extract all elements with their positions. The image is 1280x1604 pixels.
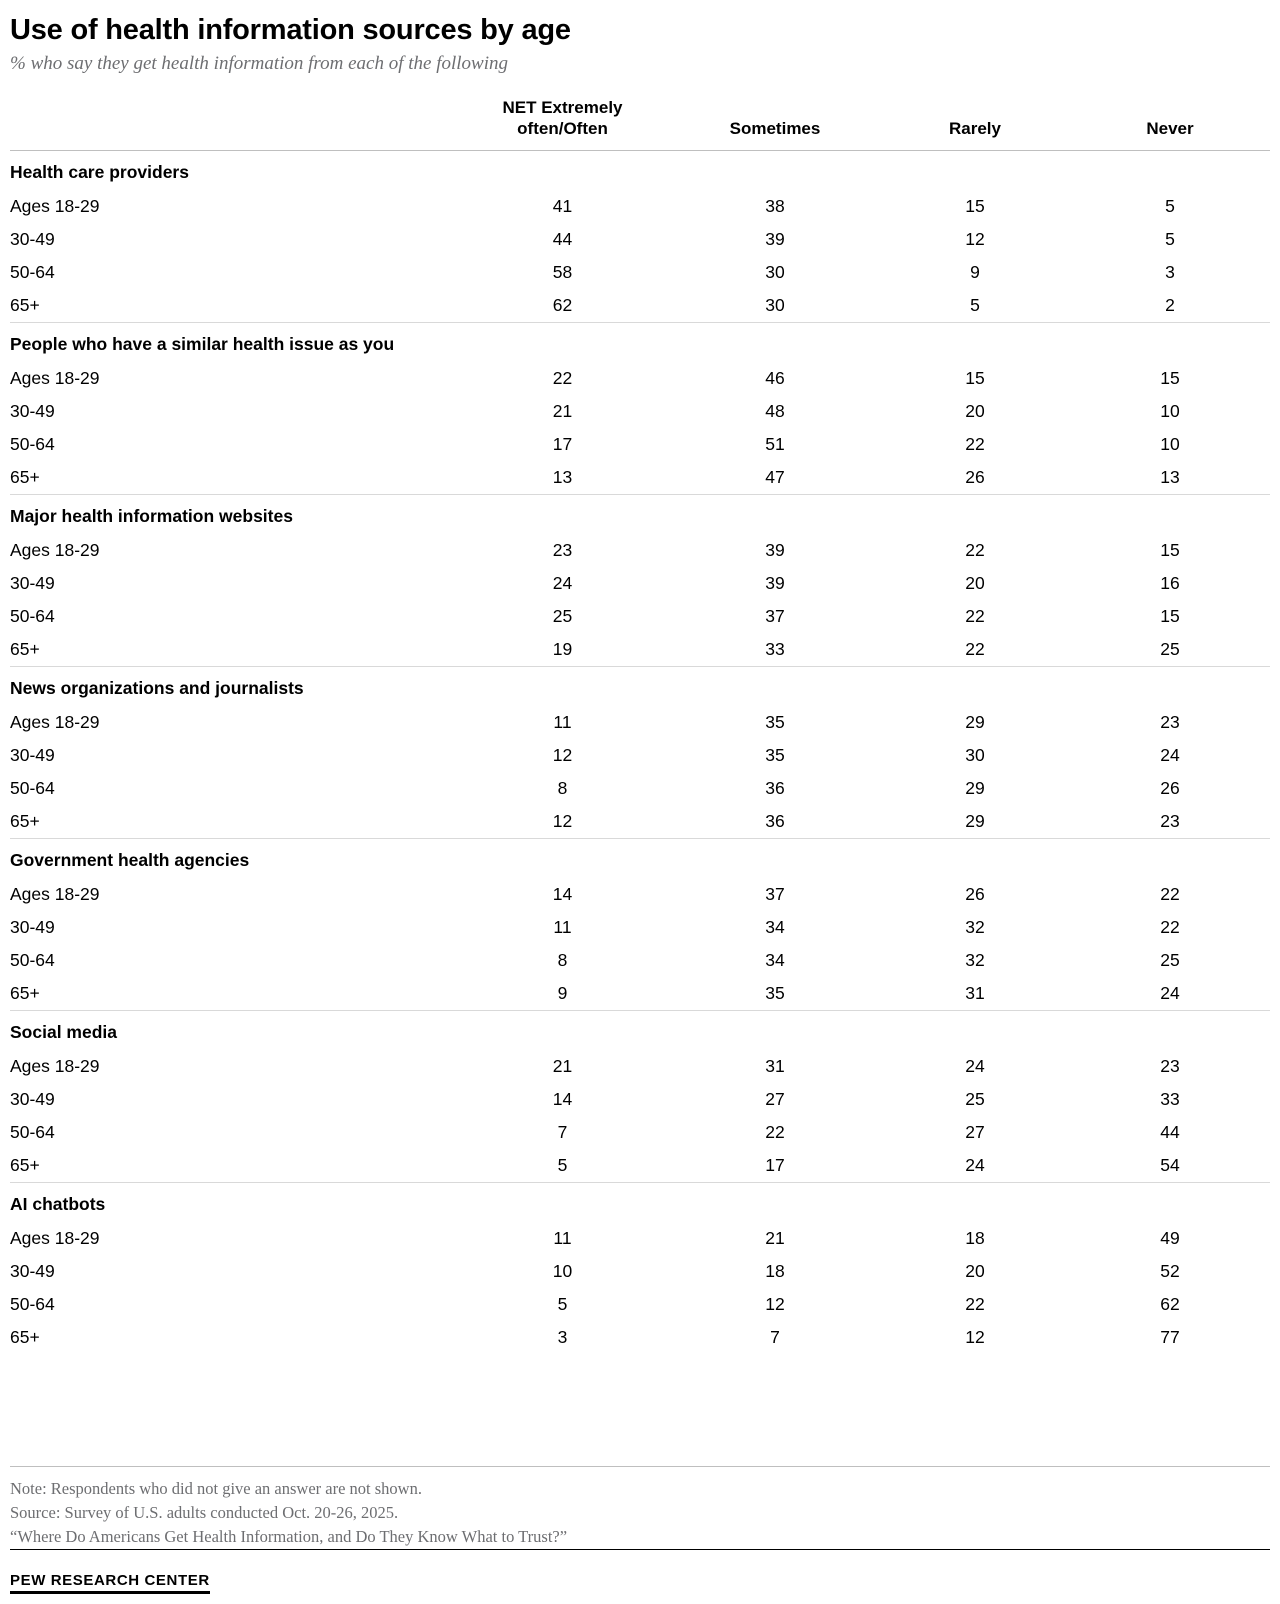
table-row [10, 395, 1270, 428]
column-header-rarely: Rarely [949, 118, 1001, 138]
group-header-row [10, 1010, 1270, 1050]
cell-value: 3 [1165, 261, 1175, 282]
group-header-label: Health care providers [10, 150, 1270, 190]
column-header-net-often-line2: often/Often [517, 118, 608, 138]
cell-value: 39 [765, 228, 785, 249]
group-header-label: Government health agencies [10, 838, 1270, 878]
row-label: 30-49 [10, 572, 55, 593]
cell-value: 23 [552, 539, 573, 560]
cell-value: 14 [552, 883, 573, 904]
cell-value: 54 [1160, 1154, 1180, 1175]
table-row [10, 534, 1270, 567]
cell-value: 29 [965, 777, 985, 798]
cell-value: 26 [965, 466, 985, 487]
row-label: 30-49 [10, 1088, 55, 1109]
row-label: Ages 18-29 [10, 1055, 100, 1076]
cell-value: 18 [765, 1260, 785, 1281]
cell-value: 17 [552, 433, 573, 454]
group-header-label: AI chatbots [10, 1182, 1270, 1222]
row-label: 50-64 [10, 777, 55, 798]
group-header-row [10, 150, 1270, 190]
table-row [10, 911, 1270, 944]
cell-value: 21 [552, 400, 573, 421]
cell-value: 36 [765, 777, 785, 798]
table-row [10, 1050, 1270, 1083]
cell-value: 22 [765, 1121, 785, 1142]
cell-value: 2 [1165, 294, 1175, 315]
footnote-source: Source: Survey of U.S. adults conducted Oct. 20-26, 2025. [10, 1503, 399, 1523]
cell-value: 24 [1160, 982, 1180, 1003]
cell-value: 18 [965, 1227, 985, 1248]
cell-value: 29 [965, 810, 985, 831]
row-label: 30-49 [10, 400, 55, 421]
cell-value: 13 [552, 466, 573, 487]
cell-value: 33 [1160, 1088, 1180, 1109]
cell-value: 27 [965, 1121, 985, 1142]
table-row [10, 706, 1270, 739]
chart-footer [10, 1466, 1270, 1604]
cell-value: 17 [765, 1154, 785, 1175]
cell-value: 48 [765, 400, 785, 421]
group-header-row [10, 666, 1270, 706]
cell-value: 30 [765, 261, 785, 282]
page-subtitle: % who say they get health information from each of the following [10, 53, 508, 75]
cell-value: 9 [557, 982, 568, 1003]
column-header-sometimes: Sometimes [729, 118, 821, 138]
cell-value: 33 [765, 638, 785, 659]
brand-label: PEW RESEARCH CENTER [10, 1572, 210, 1594]
cell-value: 35 [765, 711, 785, 732]
row-label: 50-64 [10, 261, 55, 282]
table-header [10, 98, 1270, 150]
cell-value: 32 [965, 916, 985, 937]
row-label: 65+ [10, 466, 40, 487]
cell-value: 22 [552, 367, 573, 388]
cell-value: 8 [557, 777, 568, 798]
cell-value: 12 [965, 1326, 985, 1347]
row-label: 50-64 [10, 605, 55, 626]
cell-value: 41 [552, 195, 573, 216]
cell-value: 22 [1160, 916, 1180, 937]
table-row [10, 600, 1270, 633]
cell-value: 49 [1160, 1227, 1180, 1248]
cell-value: 7 [770, 1326, 780, 1347]
cell-value: 3 [557, 1326, 568, 1347]
group-header-row [10, 1182, 1270, 1222]
group-header-label: News organizations and journalists [10, 666, 1270, 706]
cell-value: 34 [765, 949, 785, 970]
cell-value: 44 [552, 228, 573, 249]
group-header-row [10, 322, 1270, 362]
cell-value: 10 [552, 1260, 573, 1281]
row-label: Ages 18-29 [10, 367, 100, 388]
row-label: 65+ [10, 1326, 40, 1347]
cell-value: 47 [765, 466, 785, 487]
table-row [10, 977, 1270, 1011]
table-row [10, 567, 1270, 600]
table-row [10, 428, 1270, 461]
row-label: 65+ [10, 638, 40, 659]
cell-value: 44 [1160, 1121, 1180, 1142]
row-label: 65+ [10, 810, 40, 831]
page-title: Use of health information sources by age [10, 14, 571, 46]
cell-value: 22 [1160, 883, 1180, 904]
cell-value: 35 [765, 744, 785, 765]
column-header-label [10, 98, 455, 150]
cell-value: 24 [965, 1154, 985, 1175]
cell-value: 5 [970, 294, 980, 315]
cell-value: 8 [557, 949, 568, 970]
row-label: Ages 18-29 [10, 539, 100, 560]
cell-value: 16 [1160, 572, 1180, 593]
row-label: 30-49 [10, 1260, 55, 1281]
cell-value: 24 [552, 572, 573, 593]
cell-value: 12 [552, 744, 573, 765]
column-header-net-often-line1: NET Extremely [502, 98, 623, 118]
cell-value: 58 [552, 261, 573, 282]
row-label: 65+ [10, 982, 40, 1003]
cell-value: 23 [1160, 810, 1180, 831]
cell-value: 30 [965, 744, 985, 765]
cell-value: 20 [965, 1260, 985, 1281]
cell-value: 5 [557, 1293, 568, 1314]
cell-value: 20 [965, 400, 985, 421]
cell-value: 77 [1160, 1326, 1180, 1347]
cell-value: 15 [1160, 367, 1180, 388]
cell-value: 22 [965, 605, 985, 626]
cell-value: 5 [557, 1154, 568, 1175]
cell-value: 24 [965, 1055, 985, 1076]
cell-value: 62 [552, 294, 573, 315]
cell-value: 35 [765, 982, 785, 1003]
cell-value: 9 [970, 261, 980, 282]
cell-value: 51 [765, 433, 785, 454]
data-table [10, 98, 1270, 1353]
row-label: 50-64 [10, 1293, 55, 1314]
group-header-label: Social media [10, 1010, 1270, 1050]
cell-value: 25 [1160, 638, 1180, 659]
cell-value: 25 [1160, 949, 1180, 970]
table-row [10, 944, 1270, 977]
table-row [10, 633, 1270, 667]
cell-value: 22 [965, 433, 985, 454]
cell-value: 22 [965, 638, 985, 659]
cell-value: 25 [965, 1088, 985, 1109]
table-row [10, 256, 1270, 289]
footnote-report: “Where Do Americans Get Health Information, and Do They Know What to Trust?” [10, 1527, 568, 1547]
cell-value: 23 [1160, 1055, 1180, 1076]
row-label: 50-64 [10, 433, 55, 454]
cell-value: 11 [553, 711, 572, 732]
cell-value: 24 [1160, 744, 1180, 765]
cell-value: 22 [965, 1293, 985, 1314]
cell-value: 23 [1160, 711, 1180, 732]
cell-value: 29 [965, 711, 985, 732]
column-header-net-often [455, 98, 670, 150]
footer-divider [10, 1466, 1270, 1467]
cell-value: 27 [765, 1088, 785, 1109]
cell-value: 15 [965, 367, 985, 388]
cell-value: 10 [1160, 400, 1180, 421]
table-row [10, 190, 1270, 223]
table-row [10, 878, 1270, 911]
cell-value: 15 [965, 195, 985, 216]
cell-value: 19 [552, 638, 573, 659]
cell-value: 11 [553, 916, 572, 937]
group-header-label: People who have a similar health issue as you [10, 322, 1270, 362]
cell-value: 7 [557, 1121, 568, 1142]
table-row [10, 1222, 1270, 1255]
cell-value: 38 [765, 195, 785, 216]
table-body [10, 150, 1270, 1354]
cell-value: 52 [1160, 1260, 1180, 1281]
cell-value: 15 [1160, 605, 1180, 626]
table-row [10, 772, 1270, 805]
column-header-never: Never [1146, 118, 1194, 138]
table-row [10, 362, 1270, 395]
table-row [10, 1116, 1270, 1149]
cell-value: 46 [765, 367, 785, 388]
row-label: 50-64 [10, 1121, 55, 1142]
row-label: 50-64 [10, 949, 55, 970]
row-label: Ages 18-29 [10, 1227, 100, 1248]
cell-value: 39 [765, 572, 785, 593]
table-row [10, 1255, 1270, 1288]
table-row [10, 805, 1270, 839]
cell-value: 21 [552, 1055, 573, 1076]
cell-value: 26 [965, 883, 985, 904]
cell-value: 5 [1165, 228, 1175, 249]
table-row [10, 223, 1270, 256]
row-label: 30-49 [10, 916, 55, 937]
table-row [10, 1149, 1270, 1183]
row-label: 65+ [10, 1154, 40, 1175]
row-label: Ages 18-29 [10, 883, 100, 904]
cell-value: 12 [765, 1293, 785, 1314]
group-header-row [10, 838, 1270, 878]
cell-value: 13 [1160, 466, 1180, 487]
cell-value: 34 [765, 916, 785, 937]
row-label: 30-49 [10, 744, 55, 765]
table-row [10, 1083, 1270, 1116]
cell-value: 31 [965, 982, 985, 1003]
cell-value: 5 [1165, 195, 1175, 216]
cell-value: 31 [765, 1055, 785, 1076]
cell-value: 32 [965, 949, 985, 970]
cell-value: 26 [1160, 777, 1180, 798]
cell-value: 11 [553, 1227, 572, 1248]
table-row [10, 1321, 1270, 1354]
row-label: 65+ [10, 294, 40, 315]
cell-value: 25 [552, 605, 573, 626]
table-row [10, 289, 1270, 323]
brand-wrap [10, 1549, 1270, 1604]
table-row [10, 739, 1270, 772]
cell-value: 14 [552, 1088, 573, 1109]
cell-value: 22 [965, 539, 985, 560]
group-header-label: Major health information websites [10, 494, 1270, 534]
cell-value: 20 [965, 572, 985, 593]
cell-value: 15 [1160, 539, 1180, 560]
cell-value: 36 [765, 810, 785, 831]
cell-value: 12 [965, 228, 985, 249]
cell-value: 37 [765, 605, 785, 626]
cell-value: 39 [765, 539, 785, 560]
row-label: Ages 18-29 [10, 711, 100, 732]
row-label: Ages 18-29 [10, 195, 100, 216]
cell-value: 21 [765, 1227, 785, 1248]
cell-value: 10 [1160, 433, 1180, 454]
row-label: 30-49 [10, 228, 55, 249]
table-row [10, 461, 1270, 495]
cell-value: 37 [765, 883, 785, 904]
cell-value: 30 [765, 294, 785, 315]
footnote-note: Note: Respondents who did not give an answer are not shown. [10, 1479, 422, 1499]
table-row [10, 1288, 1270, 1321]
cell-value: 62 [1160, 1293, 1180, 1314]
cell-value: 12 [552, 810, 573, 831]
group-header-row [10, 494, 1270, 534]
